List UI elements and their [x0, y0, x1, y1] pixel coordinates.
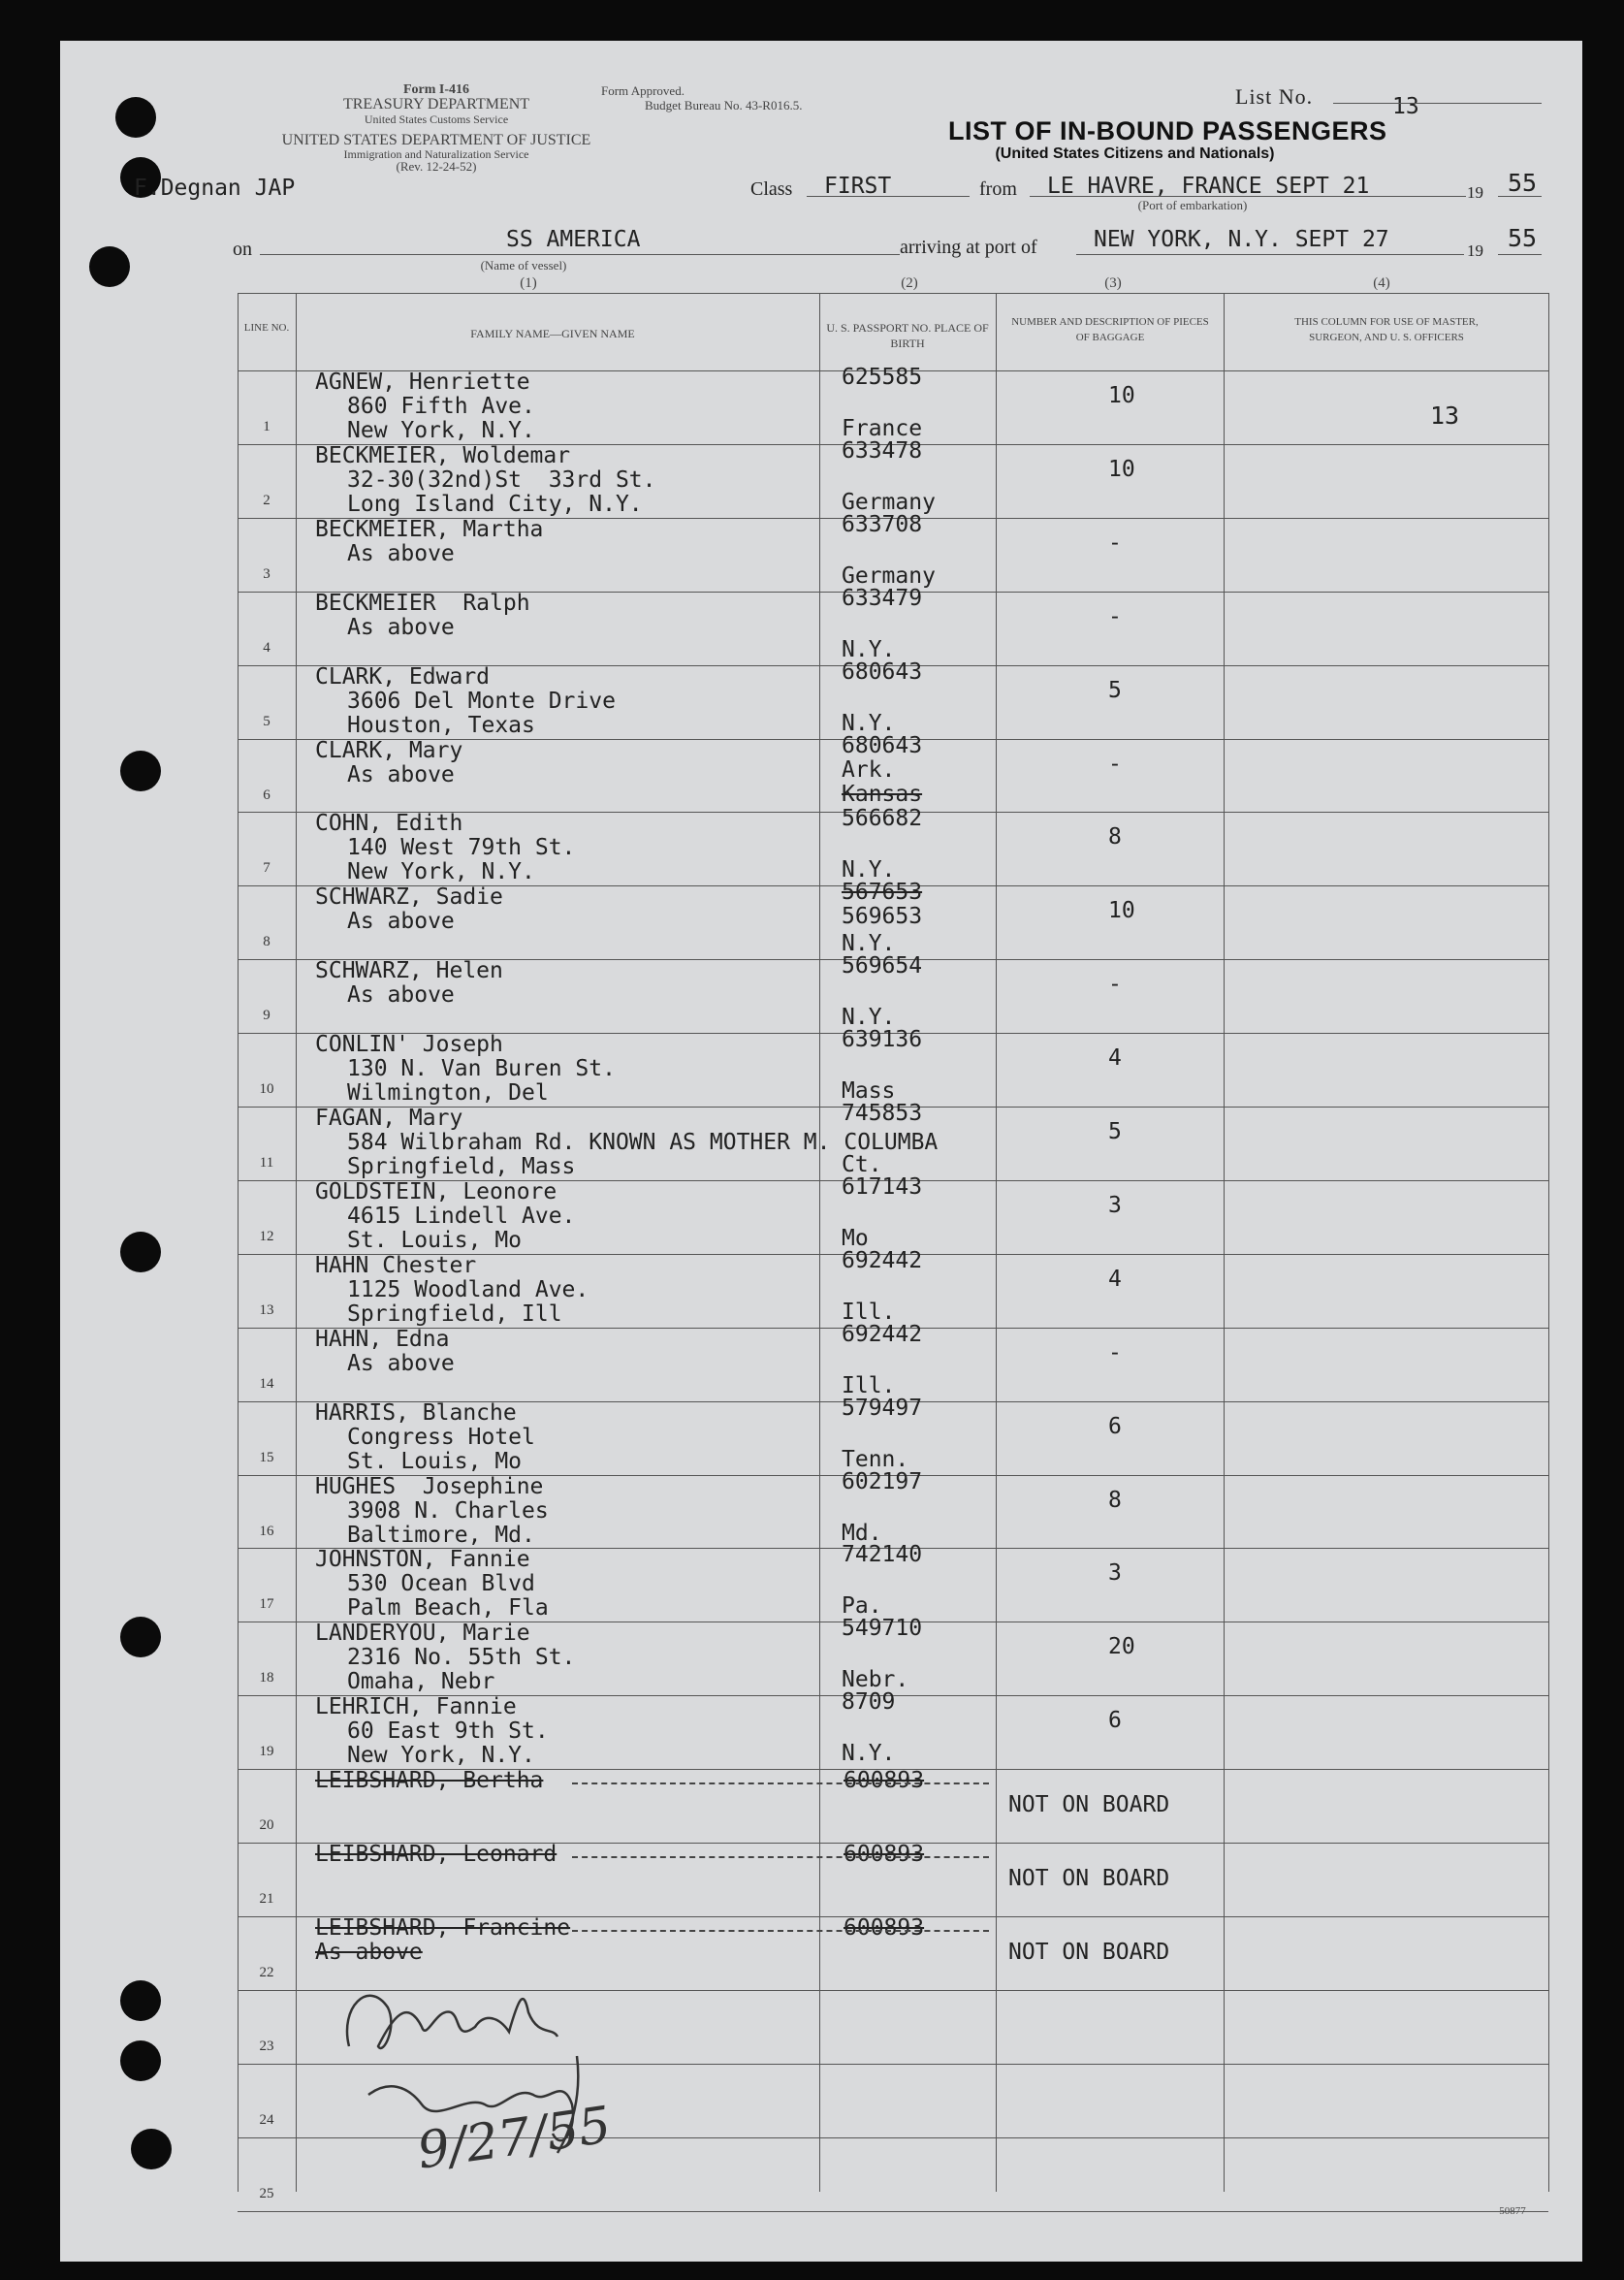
year-underline-2 [1498, 254, 1542, 255]
passport-number: 617143 [842, 1173, 923, 1200]
punch-hole [120, 1980, 161, 2021]
birth-place: N.Y. [842, 1005, 896, 1031]
address-line-1: 130 N. Van Buren St. [347, 1056, 616, 1082]
vessel-name: SS AMERICA [506, 227, 641, 252]
line-number: 2 [263, 492, 271, 508]
address-line-2: New York, N.Y. [347, 859, 535, 885]
punch-hole [120, 1617, 161, 1657]
passport-number: 579497 [842, 1395, 923, 1421]
customs-service: United States Customs Service [364, 112, 509, 126]
passport-number: 569654 [842, 953, 923, 979]
address-line-1: 4615 Lindell Ave. [347, 1203, 576, 1229]
address-struck: As above [315, 1939, 423, 1965]
address-line-1: As above [347, 540, 455, 566]
passport-number: 680643 [842, 658, 923, 685]
passport-number: 625585 [842, 365, 923, 390]
address-line-1: 3606 Del Monte Drive [347, 688, 616, 714]
passenger-name: CLARK, Mary [315, 737, 463, 763]
year-1: 55 [1508, 169, 1538, 197]
passenger-name: BECKMEIER, Martha [315, 516, 544, 542]
not-on-board-note: NOT ON BOARD [1008, 1792, 1170, 1818]
line-number: 1 [263, 419, 271, 434]
passenger-name: LANDERYOU, Marie [315, 1621, 530, 1647]
passport-number: 633708 [842, 511, 923, 537]
passenger-name: LEHRICH, Fannie [315, 1694, 517, 1720]
baggage-count: 10 [1108, 383, 1135, 408]
address-line-2: Springfield, Mass [347, 1154, 576, 1179]
passport-number-struck: 600893 [844, 1768, 925, 1794]
address-line-1: 860 Fifth Ave. [347, 394, 535, 419]
vessel-underline [260, 254, 900, 255]
vessel-label: (Name of vessel) [480, 258, 567, 273]
address-line-2: St. Louis, Mo [347, 1227, 523, 1253]
strike-line [572, 1782, 989, 1784]
strike-line [572, 1930, 989, 1932]
class-value: FIRST [824, 174, 892, 199]
passenger-name: COHN, Edith [315, 811, 463, 837]
list-no-underline [1333, 103, 1542, 104]
treasury-dept: TREASURY DEPARTMENT [342, 96, 530, 112]
class-underline [807, 196, 970, 197]
passenger-name-struck: LEIBSHARD, Francine [315, 1914, 571, 1941]
port-embarkation-label: (Port of embarkation) [1137, 198, 1248, 212]
passenger-name: HUGHES Josephine [315, 1473, 544, 1499]
address-line-1: As above [347, 761, 455, 787]
passport-number: 566682 [842, 806, 923, 832]
baggage-count: 10 [1108, 456, 1135, 482]
passenger-name: HARRIS, Blanche [315, 1399, 517, 1426]
birth-place: Tenn. [842, 1446, 909, 1472]
class-label: Class [750, 178, 793, 200]
passport-number-corrected: 569653 [842, 904, 923, 930]
line-number: 10 [259, 1081, 274, 1098]
form-approved: Form Approved. [601, 83, 685, 98]
line-number: 9 [263, 1008, 271, 1024]
clerk-initials: F.Degnan JAP [134, 176, 296, 201]
year-prefix-2: 19 [1467, 241, 1483, 260]
passenger-name: HAHN, Edna [315, 1326, 450, 1352]
birth-place-note: Ark. [842, 756, 896, 783]
header-officers: THIS COLUMN FOR USE OF MASTER, SURGEON, AND U. S. OFFICERS [1294, 316, 1479, 343]
address-line-2: St. Louis, Mo [347, 1448, 523, 1474]
line-number: 3 [263, 565, 271, 582]
baggage-count: 6 [1108, 1708, 1122, 1734]
passport-number: 742140 [842, 1542, 923, 1568]
address-line-1: As above [347, 982, 455, 1009]
passenger-name: CLARK, Edward [315, 663, 491, 690]
passport-number: 633479 [842, 585, 923, 611]
baggage-count: - [1108, 1339, 1122, 1365]
line-number: 6 [263, 787, 271, 803]
baggage-count: 10 [1108, 898, 1135, 924]
baggage-count: 5 [1108, 1119, 1122, 1144]
birth-place: Nebr. [842, 1667, 909, 1693]
punch-hole [131, 2129, 172, 2169]
line-number: 11 [259, 1155, 274, 1171]
passenger-name: CONLIN' Joseph [315, 1032, 503, 1058]
birth-place: Pa. [842, 1593, 882, 1620]
punch-hole [120, 2040, 161, 2081]
address-line-1: 2316 No. 55th St. [347, 1645, 576, 1671]
passenger-name: AGNEW, Henriette [315, 369, 530, 395]
passport-number: 639136 [842, 1027, 923, 1053]
arrival-underline [1076, 254, 1464, 255]
baggage-count: 4 [1108, 1266, 1122, 1292]
col-num-2: (2) [901, 275, 918, 291]
passport-number: 633478 [842, 437, 923, 464]
passport-number: 549710 [842, 1616, 923, 1642]
line-number: 7 [263, 860, 271, 877]
address-line-1: 32-30(32nd)St 33rd St. [347, 466, 656, 493]
line-number: 18 [259, 1670, 274, 1686]
passenger-name: BECKMEIER, Woldemar [315, 442, 571, 468]
document-subtitle: (United States Citizens and Nationals) [995, 145, 1275, 162]
baggage-count: - [1108, 530, 1122, 556]
address-line-2: Omaha, Nebr [347, 1669, 495, 1695]
from-label: from [979, 178, 1017, 200]
address-line-2: Wilmington, Del [347, 1080, 549, 1107]
passport-number-struck: 600893 [844, 1914, 925, 1941]
passport-number: 567653 [842, 880, 923, 906]
line-number: 21 [259, 1891, 274, 1907]
address-line-2: Baltimore, Md. [347, 1522, 535, 1548]
birth-place: N.Y. [842, 931, 896, 957]
baggage-count: 20 [1108, 1634, 1135, 1660]
baggage-count: 6 [1108, 1413, 1122, 1439]
baggage-count: 3 [1108, 1192, 1122, 1218]
header-line-no: LINE NO. [243, 322, 290, 334]
officer-note: 13 [1430, 401, 1460, 430]
line-number: 12 [259, 1228, 274, 1244]
birth-place: Kansas [842, 781, 923, 807]
line-number: 15 [259, 1449, 274, 1465]
header-passport: U. S. PASSPORT NO. PLACE OF BIRTH [826, 321, 989, 350]
row-divider [238, 2211, 1548, 2212]
address-line-1: As above [347, 614, 455, 640]
justice-dept: UNITED STATES DEPARTMENT OF JUSTICE [281, 132, 591, 148]
not-on-board-note: NOT ON BOARD [1008, 1866, 1170, 1891]
address-line-1: As above [347, 1350, 455, 1376]
passenger-name: JOHNSTON, Fannie [315, 1547, 530, 1573]
strike-line [572, 1856, 989, 1858]
passenger-name: SCHWARZ, Sadie [315, 884, 503, 911]
line-number: 13 [259, 1301, 274, 1318]
baggage-count: 8 [1108, 1487, 1122, 1513]
address-line-2: New York, N.Y. [347, 418, 535, 443]
line-number: 19 [259, 1744, 274, 1760]
birth-place: Ill. [842, 1372, 896, 1398]
punch-hole [115, 97, 156, 138]
ins-service: Immigration and Naturalization Service [343, 147, 529, 161]
address-line-1: 584 Wilbraham Rd. KNOWN AS MOTHER M. COLUMBA [347, 1130, 939, 1155]
punch-hole [89, 246, 130, 287]
baggage-count: - [1108, 751, 1122, 777]
line-number: 17 [259, 1596, 274, 1613]
col-num-3: (3) [1104, 275, 1122, 291]
passport-number: 692442 [842, 1321, 923, 1347]
punch-hole [120, 751, 161, 791]
passenger-name: SCHWARZ, Helen [315, 958, 503, 984]
from-value: LE HAVRE, FRANCE SEPT 21 [1047, 174, 1370, 199]
birth-place: Germany [842, 489, 936, 515]
header-name: FAMILY NAME—GIVEN NAME [470, 327, 635, 340]
document-title: LIST OF IN-BOUND PASSENGERS [948, 116, 1387, 145]
passport-number: 8709 [842, 1689, 896, 1716]
line-number: 25 [259, 2185, 274, 2201]
address-line-2: Long Island City, N.Y. [347, 491, 643, 517]
address-line-1: Congress Hotel [347, 1424, 535, 1450]
line-number: 20 [259, 1817, 274, 1834]
line-number: 5 [263, 713, 271, 729]
address-line-1: As above [347, 909, 455, 935]
address-line-2: Palm Beach, Fla [347, 1595, 549, 1622]
passenger-name-struck: LEIBSHARD, Leonard [315, 1842, 557, 1867]
birth-place: Md. [842, 1520, 882, 1546]
year-prefix-1: 19 [1467, 183, 1483, 202]
birth-place: France [842, 416, 923, 441]
col-num-1: (1) [520, 275, 537, 291]
address-line-1: 140 West 79th St. [347, 835, 576, 861]
birth-place: N.Y. [842, 857, 896, 883]
passenger-name: GOLDSTEIN, Leonore [315, 1178, 557, 1204]
passenger-name: BECKMEIER Ralph [315, 590, 530, 616]
birth-place: Ill. [842, 1299, 896, 1325]
address-line-1: 530 Ocean Blvd [347, 1571, 535, 1597]
arriving-label: arriving at port of [900, 237, 1037, 258]
address-line-1: 3908 N. Charles [347, 1497, 549, 1524]
birth-place: N.Y. [842, 710, 896, 736]
baggage-count: 8 [1108, 824, 1122, 851]
passport-number: 692442 [842, 1247, 923, 1273]
line-number: 16 [259, 1523, 274, 1539]
passport-number: 680643 [842, 732, 923, 758]
birth-place: Germany [842, 562, 936, 589]
address-line-2: Houston, Texas [347, 712, 535, 738]
baggage-count: 5 [1108, 677, 1122, 703]
birth-place: Ct. [842, 1152, 882, 1177]
handwritten-date: 9/27/55 [413, 2096, 615, 2181]
form-code: 50877 [1499, 2205, 1526, 2217]
address-line-2: Springfield, Ill [347, 1301, 562, 1327]
arrival-port: NEW YORK, N.Y. SEPT 27 [1094, 227, 1389, 252]
passenger-name-struck: LEIBSHARD, Bertha [315, 1768, 544, 1794]
baggage-count: - [1108, 972, 1122, 998]
passport-number-struck: 600893 [844, 1842, 925, 1867]
baggage-count: 3 [1108, 1560, 1122, 1587]
col-num-4: (4) [1373, 275, 1390, 291]
birth-place: N.Y. [842, 636, 896, 662]
line-number: 14 [259, 1375, 274, 1392]
punch-hole [120, 1232, 161, 1272]
birth-place: N.Y. [842, 1741, 896, 1767]
passenger-name: HAHN Chester [315, 1252, 477, 1278]
passenger-name: FAGAN, Mary [315, 1106, 463, 1131]
passport-number: 602197 [842, 1468, 923, 1494]
line-number: 23 [259, 2038, 274, 2054]
birth-place: Mass [842, 1078, 896, 1105]
address-line-1: 1125 Woodland Ave. [347, 1276, 589, 1302]
baggage-count: 4 [1108, 1045, 1122, 1072]
line-number: 22 [259, 1964, 274, 1980]
year-underline-1 [1498, 196, 1542, 197]
from-underline [1030, 196, 1466, 197]
address-line-2: New York, N.Y. [347, 1743, 535, 1769]
passport-number: 745853 [842, 1101, 923, 1126]
birth-place: Mo [842, 1225, 869, 1251]
address-line-1: 60 East 9th St. [347, 1718, 549, 1745]
line-number: 24 [259, 2111, 274, 2128]
header-baggage: NUMBER AND DESCRIPTION OF PIECES OF BAGGAGE [1011, 316, 1209, 343]
list-no-value: 13 [1392, 94, 1419, 119]
not-on-board-note: NOT ON BOARD [1008, 1939, 1170, 1965]
baggage-count: - [1108, 603, 1122, 629]
form-revision: (Rev. 12-24-52) [396, 159, 477, 174]
budget-bureau: Budget Bureau No. 43-R016.5. [645, 98, 803, 112]
on-label: on [233, 239, 252, 260]
line-number: 4 [263, 639, 271, 656]
line-number: 8 [263, 934, 271, 950]
form-number: Form I-416 [402, 82, 470, 97]
year-2: 55 [1508, 224, 1538, 252]
list-no-label: List No. [1235, 84, 1314, 109]
